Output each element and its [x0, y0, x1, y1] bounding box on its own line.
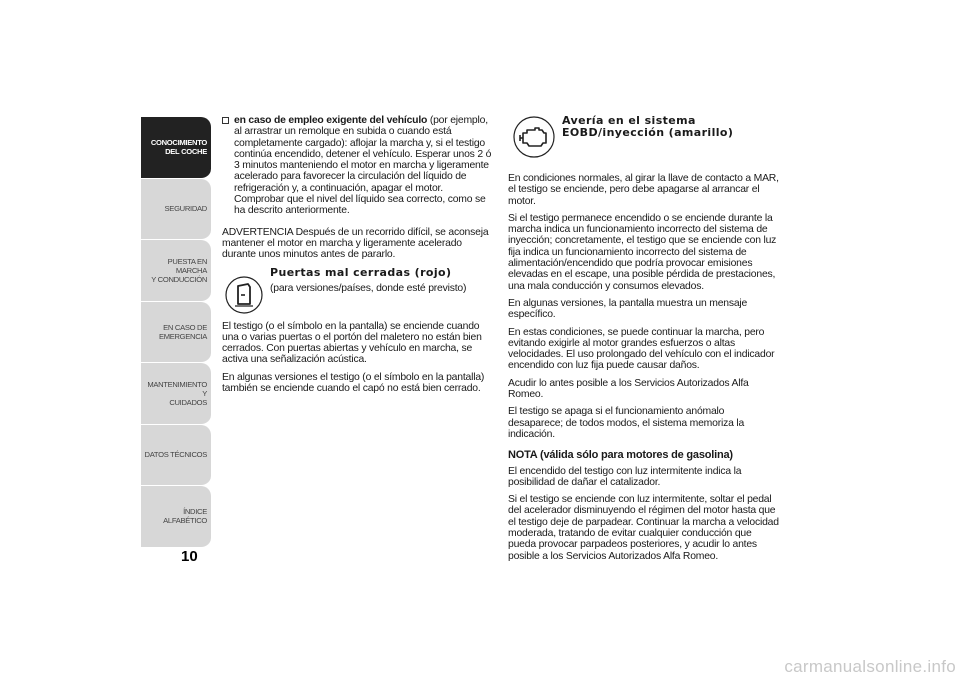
note-title: NOTA (válida sólo para motores de gasolina) [508, 449, 733, 462]
advertencia-paragraph: ADVERTENCIA Después de un recorrido difícil, se aconseja mantener el motor en marcha y ligeramente acelerado durante unos minutos antes de pararlo. [222, 226, 489, 261]
eobd-paragraph-8: Si el testigo se enciende con luz intermitente, soltar el pedal del acelerador disminuyendo el régimen del motor hasta que el testigo deje de parpadear. Continuar la marcha a velocidad moderada, tratando de evitar cualquier conducción que pueda provocar parpadeos posteriores, y acudir lo antes posible a los Servicios Autorizados Alfa Romeo. [508, 494, 779, 562]
eobd-paragraph-3: En algunas versiones, la pantalla muestra un mensaje específico. [508, 297, 748, 321]
eobd-paragraph-1: En condiciones normales, al girar la llave de contacto a MAR, el testigo se enciende, pero debe apagarse al arrancar el motor. [508, 173, 779, 207]
bullet-lead: en caso de empleo exigente del vehículo [234, 115, 428, 126]
eobd-paragraph-7: El encendido del testigo con luz intermitente indica la posibilidad de dañar el catalizador. [508, 465, 742, 488]
eobd-paragraph-5: Acudir lo antes posible a los Servicios Autorizados Alfa Romeo. [508, 377, 749, 401]
tab-label: CONOCIMIENTO DEL COCHE [150, 138, 207, 157]
bullet-item [222, 115, 494, 217]
tab-en-caso-de-emergencia[interactable] [141, 302, 211, 364]
bullet-text: (por ejemplo, al arrastrar un remolque en subida o cuando está completamente cargado): aflojar la marcha y, si el testigo continúa encendido, detener el vehículo. Esperar unos 2 ó 3 minutos manteniendo el motor en marcha y ligeramente acelerado para favorecer la circulación del líquido de refrigeración y, a continuación, apagar el motor. Comprobar que el nivel del líquido sea correcto, como se ha descrito anteriormente. [234, 115, 492, 217]
tab-label: ÍNDICE ALFABÉTICO [163, 507, 207, 526]
checkbox-square-icon [222, 117, 229, 124]
doors-subtitle: (para versiones/países, donde esté previsto) [270, 282, 467, 294]
eobd-paragraph-4: En estas condiciones, se puede continuar la marcha, pero evitando exigirle al motor grandes esfuerzos o altas velocidades. El uso prolongado del vehículo con el indicador encendido con luz fija puede causar daños. [508, 326, 775, 372]
eobd-title [562, 115, 782, 139]
doors-heading [222, 267, 494, 315]
page-number: 10 [181, 548, 198, 565]
tab-indice-alfabetico[interactable] [141, 486, 211, 548]
left-column [222, 115, 494, 400]
tab-label: MANTENIMIENTO Y CUIDADOS [147, 379, 207, 407]
tab-label: SEGURIDAD [164, 204, 207, 214]
tab-mantenimiento[interactable] [141, 363, 211, 425]
tab-label: EN CASO DE EMERGENCIA [158, 322, 207, 341]
engine-check-icon [512, 115, 556, 159]
eobd-title-line1: Avería en el sistema [562, 114, 696, 127]
tab-conocimiento-del-coche[interactable] [141, 117, 211, 179]
tab-label: DATOS TÉCNICOS [144, 450, 207, 460]
doors-title: Puertas mal cerradas (rojo) [270, 265, 452, 279]
eobd-heading [508, 115, 780, 167]
tab-puesta-en-marcha[interactable] [141, 240, 211, 302]
right-column [508, 115, 780, 568]
eobd-paragraph-2: Si el testigo permanece encendido o se enciende durante la marcha indica un funcionamiento incorrecto del sistema de inyección; concretamente, el testigo que se enciende con luz fija indica un funcionamiento incorrecto del sistema de alimentación/encendido que podría provocar emisiones elevadas en el escape, una posible pérdida de prestaciones, una mala conducción y consumos elevados. [508, 212, 777, 292]
tab-datos-tecnicos[interactable] [141, 425, 211, 487]
door-open-icon [224, 275, 264, 315]
watermark: carmanualsonline.info [784, 657, 956, 676]
tab-label: PUESTA EN MARCHA Y CONDUCCIÓN [151, 256, 207, 284]
doors-paragraph-1: El testigo (o el símbolo en la pantalla) se enciende cuando una o varias puertas o el portón del maletero no están bien cerrados. Con puertas abiertas y vehículo en marcha, se activa una señalización acústica. [222, 320, 482, 366]
tab-seguridad[interactable] [141, 179, 211, 241]
eobd-title-line2: EOBD/inyección (amarillo) [562, 126, 734, 139]
doors-paragraph-2: En algunas versiones el testigo (o el símbolo en la pantalla) también se enciende cuando el capó no está bien cerrado. [222, 371, 485, 395]
section-tabs [141, 117, 211, 548]
eobd-paragraph-6: El testigo se apaga si el funcionamiento anómalo desaparece; de todos modos, el sistema memoriza la indicación. [508, 406, 745, 440]
